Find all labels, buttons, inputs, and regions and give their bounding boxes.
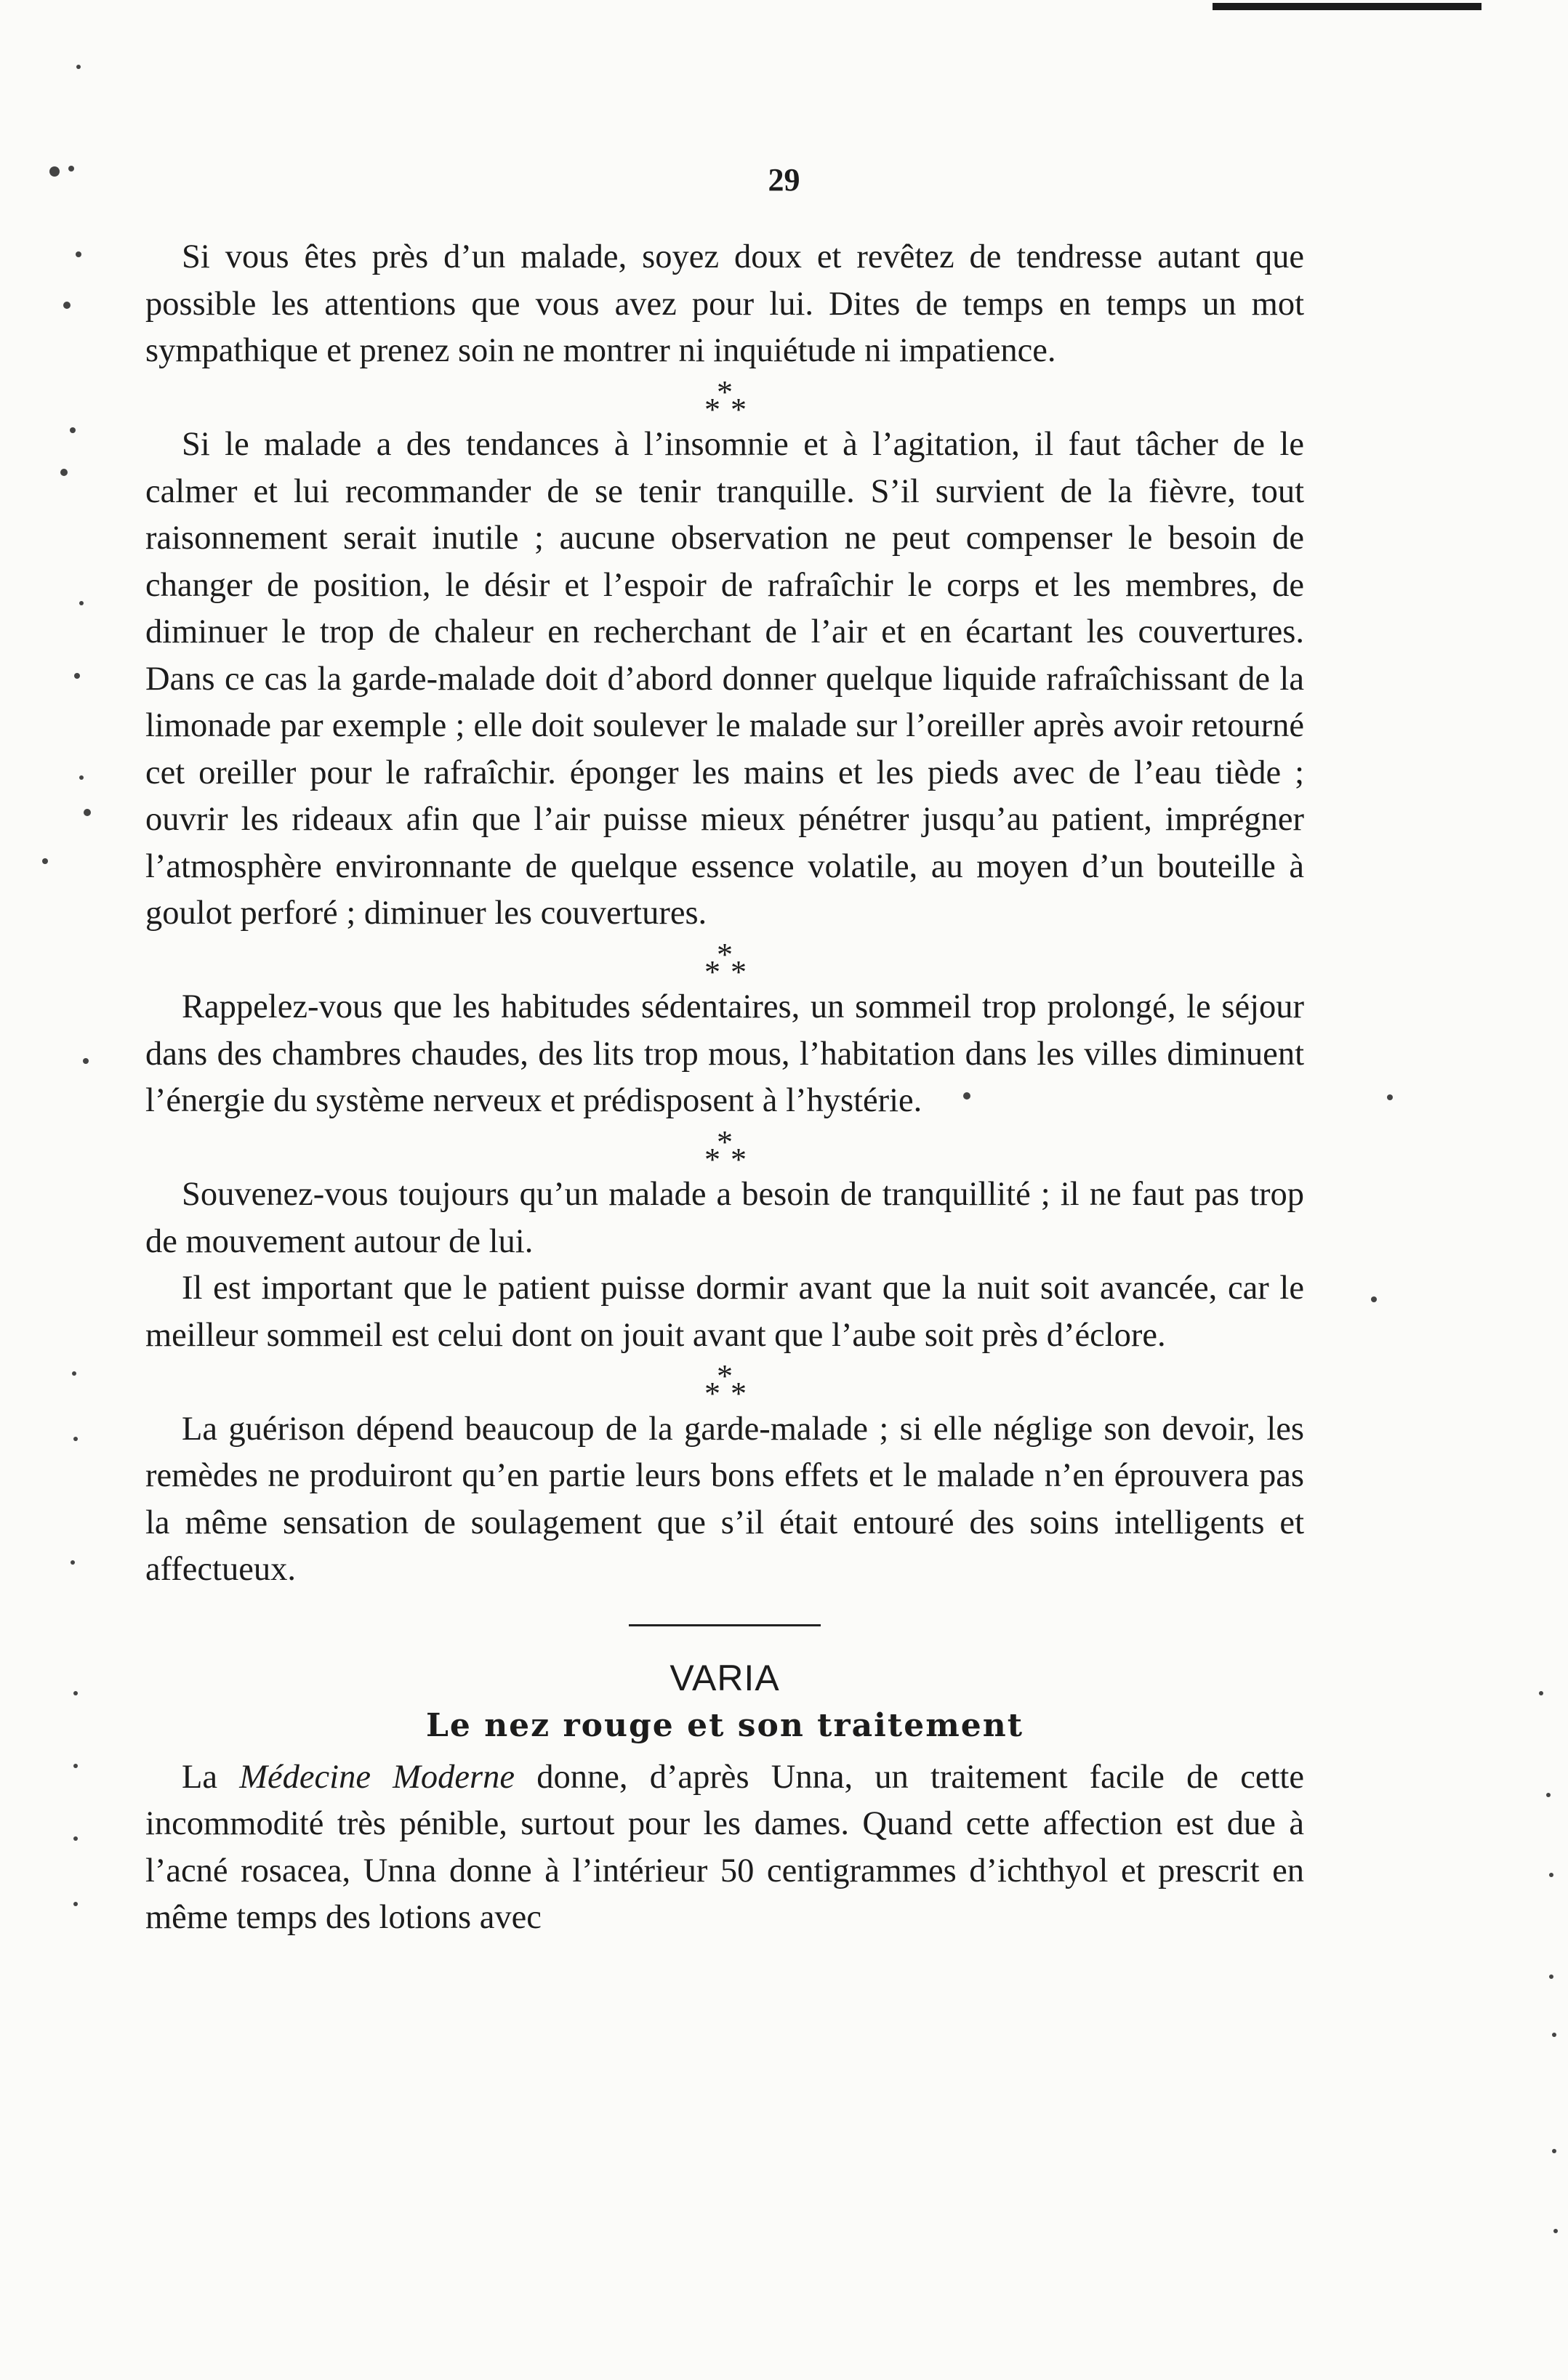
asterism-star: * <box>731 953 747 990</box>
asterism-star: * <box>731 391 747 427</box>
asterism-separator <box>145 1358 1304 1411</box>
paragraph: Si vous êtes près d’un malade, soyez doux et revêtez de tendresse autant que possible les attentions que vous avez pour lui. Dites de temps en temps un mot sympathique et prenez soin ne montrer ni inquiétude ni impatience. <box>145 238 1304 369</box>
article-title: Le nez rouge et son traitement <box>425 1706 1024 1744</box>
asterism-star: * <box>717 1358 733 1394</box>
top-edge-rule <box>1213 3 1481 10</box>
asterism-star: * <box>731 1376 747 1411</box>
asterism-star: * <box>704 1376 720 1411</box>
asterism-star: * <box>704 391 720 427</box>
asterism-star: * <box>731 1141 747 1177</box>
page-body <box>145 234 1304 1942</box>
asterism-star: * <box>704 953 720 990</box>
paragraph-lead: La <box>182 1758 240 1796</box>
asterism-star: * <box>717 936 733 972</box>
asterism-star: * <box>717 374 733 410</box>
paragraph: Il est important que le patient puisse dormir avant que la nuit soit avancée, car le meilleur sommeil est celui dont on jouit avant que l’aube soit près d’éclore. <box>145 1270 1304 1354</box>
section-title: VARIA <box>670 1657 780 1698</box>
asterism-separator <box>145 936 1304 990</box>
asterism-star: * <box>717 1124 733 1160</box>
journal-name: Médecine Moderne <box>239 1758 515 1796</box>
paragraph: Souvenez-vous toujours qu’un malade a besoin de tranquillité ; il ne faut pas trop de mouvement autour de lui. <box>145 1176 1304 1260</box>
paragraph-text: donne, d’après Unna, un traitement facile de cette incommodité très pénible, surtout pour les dames. Quand cette affection est due à l’acné rosacea, Unna donne à l’intérieur 50 centigrammes d’ichthyol et prescrit en même temps des lotions avec <box>145 1758 1304 1936</box>
paragraph: La guérison dépend beaucoup de la garde-malade ; si elle néglige son devoir, les remèdes ne produiront qu’en partie leurs bons effets et le malade n’en éprouvera pas la même sensation de soulagement que s’il était entouré des soins intelligents et affectueux. <box>145 1410 1304 1588</box>
asterism-separator <box>145 374 1304 427</box>
asterism-star: * <box>704 1141 720 1177</box>
asterism-separator <box>145 1124 1304 1177</box>
paragraph: Si le malade a des tendances à l’insomnie et à l’agitation, il faut tâcher de le calmer et lui recommander de se tenir tranquille. S’il survient de la fièvre, tout raisonnement serait inutile ; aucune observation ne peut compenser le besoin de changer de position, le désir et l’espoir de rafraîchir le corps et les membres, de diminuer le trop de chaleur en recherchant de l’air et en écartant les couvertures. Dans ce cas la garde-malade doit d’abord donner quelque liquide rafraîchissant de la limonade par exemple ; elle doit soulever le malade sur l’oreiller après avoir retourné cet oreiller pour le rafraîchir. éponger les mains et les pieds avec de l’eau tiède ; ouvrir les rideaux afin que l’air puisse mieux pénétrer jusqu’au patient, imprégner l’atmosphère environnante de quelque essence volatile, au moyen d’un bouteille à goulot perforé ; diminuer les couvertures. <box>145 426 1304 932</box>
page-number: 29 <box>768 162 800 198</box>
paragraph <box>145 1754 1304 1942</box>
section-divider <box>629 1624 821 1626</box>
paragraph: Rappelez-vous que les habitudes sédentaires, un sommeil trop prolongé, le séjour dans des chambres chaudes, des lits trop mous, l’habitation dans les villes diminuent l’énergie du système nerveux et prédisposent à l’hystérie. <box>145 988 1304 1119</box>
